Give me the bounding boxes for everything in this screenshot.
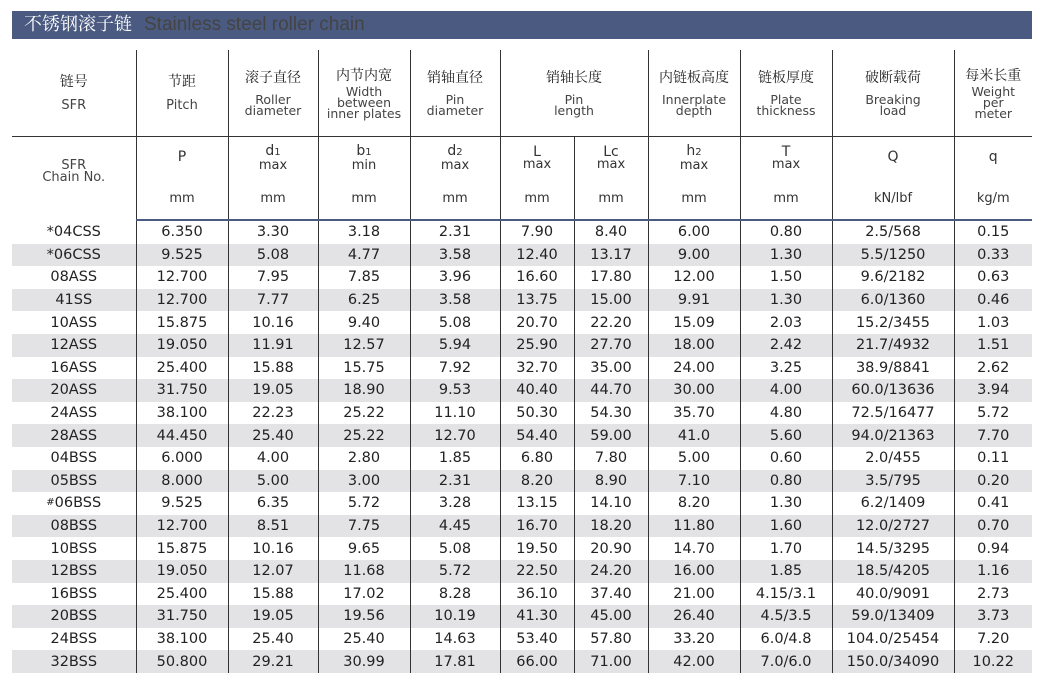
title-zh: 不锈钢滚子链 [24,14,132,35]
header-weight: 每米长重 Weight per meter [965,67,1022,121]
cell-Lc: 13.17 [574,244,648,267]
cell-L: 12.40 [500,244,574,267]
cell-h2: 5.00 [648,447,740,470]
cell-b1: 18.90 [318,379,410,402]
cell-Q: 2.5/568 [832,220,954,244]
cell-L: 13.75 [500,289,574,312]
cell-L: 6.80 [500,447,574,470]
cell-L: 13.15 [500,492,574,515]
table-row [12,492,1032,515]
cell-p: 6.350 [136,220,228,244]
cell-no: 05BSS [12,470,136,493]
cell-no: 08ASS [12,266,136,289]
cell-d1: 5.08 [228,244,318,267]
header-row-symbols [12,137,1032,178]
cell-d2: 3.96 [410,266,500,289]
cell-b1: 2.80 [318,447,410,470]
cell-q: 0.70 [954,515,1032,538]
cell-d1: 15.88 [228,357,318,380]
cell-Lc: 15.00 [574,289,648,312]
cell-q: 1.16 [954,560,1032,583]
cell-T: 1.30 [740,289,832,312]
cell-T: 0.80 [740,220,832,244]
cell-h2: 14.70 [648,537,740,560]
sym-pin-diameter: d2 max [410,137,500,178]
cell-q: 0.33 [954,244,1032,267]
cell-L: 32.70 [500,357,574,380]
cell-T: 3.25 [740,357,832,380]
unit-pin-diameter: mm [410,177,500,220]
cell-Q: 38.9/8841 [832,357,954,380]
cell-p: 25.400 [136,583,228,606]
cell-d2: 5.08 [410,537,500,560]
header-plate-thickness: 链板厚度 Plate thickness [740,50,832,137]
unit-pitch: mm [136,177,228,220]
cell-b1: 9.65 [318,537,410,560]
cell-d2: 5.94 [410,334,500,357]
title-en: Stainless steel roller chain [144,14,365,35]
cell-h2: 15.09 [648,311,740,334]
unit-roller-diameter: mm [228,177,318,220]
unit-pin-length-L: mm [500,177,574,220]
cell-L: 19.50 [500,537,574,560]
cell-d1: 25.40 [228,628,318,651]
header-row-names [12,50,1032,137]
cell-no: 08BSS [12,515,136,538]
cell-Lc: 20.90 [574,537,648,560]
cell-no: 41SS [12,289,136,312]
cell-p: 15.875 [136,311,228,334]
cell-L: 66.00 [500,650,574,673]
sym-plate-height: h2 max [648,137,740,178]
cell-no: 20ASS [12,379,136,402]
cell-q: 7.70 [954,424,1032,447]
cell-b1: 5.72 [318,492,410,515]
cell-Q: 12.0/2727 [832,515,954,538]
cell-d2: 11.10 [410,402,500,425]
sym-pitch: P [136,137,228,178]
cell-d2: 9.53 [410,379,500,402]
cell-L: 53.40 [500,628,574,651]
cell-d2: 2.31 [410,220,500,244]
cell-h2: 33.20 [648,628,740,651]
cell-T: 1.60 [740,515,832,538]
cell-q: 0.94 [977,540,1010,557]
cell-q: 7.20 [977,630,1010,647]
cell-no: 16ASS [12,357,136,380]
cell-d1: 19.05 [228,605,318,628]
sym-pin-length-L: L max [500,137,574,178]
header-inner-width: 内节内宽 Width between inner plates [318,50,410,137]
cell-q: 10.22 [954,650,1032,673]
cell-d1: 5.00 [228,470,318,493]
cell-d2: 3.58 [410,289,500,312]
cell-b1: 19.56 [318,605,410,628]
sym-plate-thickness: T max [740,137,832,178]
cell-Lc: 27.70 [574,334,648,357]
cell-T: 4.5/3.5 [740,605,832,628]
cell-T: 1.70 [740,537,832,560]
cell-q: 1.03 [977,314,1010,331]
cell-Lc: 7.80 [574,447,648,470]
header-roller-diameter: 滚子直径 Roller diameter [228,50,318,137]
cell-T: 1.50 [740,266,832,289]
cell-Q: 18.5/4205 [832,560,954,583]
cell-no: 24BSS [12,628,136,651]
cell-d1: 22.23 [228,402,318,425]
cell-Lc: 24.20 [574,560,648,583]
cell-d2: 3.58 [410,244,500,267]
cell-h2: 9.00 [648,244,740,267]
cell-d2: 7.92 [410,357,500,380]
cell-Lc: 8.40 [574,220,648,244]
cell-T: 0.60 [740,447,832,470]
cell-b1: 6.25 [318,289,410,312]
cell-p: 12.700 [136,515,228,538]
cell-Q: 3.5/795 [832,470,954,493]
cell-d2: 12.70 [410,424,500,447]
cell-q: 0.41 [977,495,1010,512]
unit-weight: kg/m [954,177,1032,220]
unit-plate-height: mm [648,177,740,220]
header-breaking-load: 破断载荷 Breaking load [832,50,954,137]
cell-h2: 6.00 [648,220,740,244]
cell-no: 12BSS [12,560,136,583]
cell-L: 41.30 [500,605,574,628]
cell-p: 38.100 [136,628,228,651]
sym-inner-width: b1 min [318,137,410,178]
cell-p: 8.000 [136,470,228,493]
cell-Q: 14.5/3295 [832,537,954,560]
table-row [12,220,1032,244]
table-row [12,470,1032,493]
table-row [12,447,1032,470]
cell-no: 32BSS [12,650,136,673]
table-row [12,289,1032,312]
cell-p: 12.700 [136,266,228,289]
cell-d1: 10.16 [228,311,318,334]
cell-d1: 15.88 [228,583,318,606]
cell-b1: 4.77 [318,244,410,267]
cell-L: 16.70 [500,515,574,538]
cell-q: 0.20 [954,470,1032,493]
cell-L: 22.50 [500,560,574,583]
cell-d1: 7.77 [228,289,318,312]
cell-Lc: 57.80 [574,628,648,651]
cell-d1: 29.21 [228,650,318,673]
cell-Q: 72.5/16477 [832,402,954,425]
cell-q: 0.46 [954,289,1032,312]
cell-b1: 25.40 [318,628,410,651]
cell-L: 7.90 [500,220,574,244]
cell-Lc: 18.20 [574,515,648,538]
sym-pin-length-Lc: Lc max [574,137,648,178]
cell-h2: 18.00 [648,334,740,357]
cell-d2: 14.63 [410,628,500,651]
table-row [12,515,1032,538]
cell-Q: 2.0/455 [832,447,954,470]
cell-no: #06BSS [12,492,136,515]
cell-q: 3.94 [954,379,1032,402]
cell-p: 25.400 [136,357,228,380]
table-row [12,379,1032,402]
cell-b1: 9.40 [318,311,410,334]
header-chain-no-sub: SFR Chain No. [12,137,136,221]
cell-p: 31.750 [136,379,228,402]
cell-d2: 5.08 [410,311,500,334]
cell-T: 6.0/4.8 [740,628,832,651]
cell-d2: 10.19 [410,605,500,628]
cell-T: 7.0/6.0 [740,650,832,673]
cell-no: *06CSS [12,244,136,267]
cell-Lc: 14.10 [574,492,648,515]
cell-h2: 26.40 [648,605,740,628]
cell-d2: 17.81 [410,650,500,673]
cell-d1: 19.05 [228,379,318,402]
cell-b1: 11.68 [318,560,410,583]
cell-h2: 11.80 [648,515,740,538]
cell-d2: 4.45 [410,515,500,538]
sym-roller-diameter: d1 max [228,137,318,178]
cell-p: 50.800 [136,650,228,673]
cell-Lc: 37.40 [574,583,648,606]
cell-d2: 1.85 [410,447,500,470]
cell-L: 16.60 [500,266,574,289]
cell-p: 38.100 [136,402,228,425]
cell-Q: 60.0/13636 [832,379,954,402]
table-row [12,605,1032,628]
cell-Lc: 17.80 [574,266,648,289]
header-pin-diameter: 销轴直径 Pin diameter [410,50,500,137]
cell-p: 9.525 [136,492,228,515]
cell-Q: 40.0/9091 [832,583,954,606]
cell-d1: 7.95 [228,266,318,289]
cell-q: 1.51 [954,334,1032,357]
cell-Q: 15.2/3455 [832,311,954,334]
cell-T: 1.30 [740,244,832,267]
cell-Q: 150.0/34090 [832,650,954,673]
cell-Q: 59.0/13409 [832,605,954,628]
cell-h2: 9.91 [648,289,740,312]
sym-breaking-load: Q [832,137,954,178]
cell-d2: 2.31 [410,470,500,493]
cell-no: *04CSS [12,220,136,244]
cell-Lc: 54.30 [574,402,648,425]
cell-h2: 16.00 [648,560,740,583]
cell-L: 54.40 [500,424,574,447]
cell-d2: 5.72 [410,560,500,583]
cell-L: 20.70 [500,311,574,334]
cell-p: 31.750 [136,605,228,628]
cell-Q: 6.0/1360 [832,289,954,312]
cell-T: 4.80 [740,402,832,425]
cell-b1: 7.75 [318,515,410,538]
cell-b1: 30.99 [318,650,410,673]
cell-h2: 8.20 [648,492,740,515]
cell-p: 19.050 [136,334,228,357]
cell-d1: 10.16 [228,537,318,560]
cell-Lc: 71.00 [574,650,648,673]
cell-Lc: 59.00 [574,424,648,447]
cell-no: 10BSS [12,537,136,560]
cell-Q: 9.6/2182 [832,266,954,289]
table-row [12,357,1032,380]
cell-Q: 104.0/25454 [832,628,954,651]
cell-b1: 3.00 [318,470,410,493]
cell-Lc: 44.70 [574,379,648,402]
cell-d1: 3.30 [228,220,318,244]
cell-no: 04BSS [12,447,136,470]
cell-b1: 12.57 [318,334,410,357]
cell-p: 15.875 [136,537,228,560]
cell-d1: 8.51 [228,515,318,538]
cell-Lc: 22.20 [574,311,648,334]
cell-b1: 3.18 [318,220,410,244]
cell-Q: 21.7/4932 [832,334,954,357]
cell-T: 4.15/3.1 [740,583,832,606]
cell-b1: 25.22 [318,402,410,425]
table-row [12,650,1032,673]
cell-L: 40.40 [500,379,574,402]
cell-q: 3.73 [954,605,1032,628]
cell-T: 1.30 [740,492,832,515]
table-row [12,266,1032,289]
table-row [12,628,1032,651]
cell-Q: 6.2/1409 [832,492,954,515]
cell-p: 9.525 [136,244,228,267]
cell-q: 0.15 [977,224,1010,241]
cell-T: 5.60 [740,424,832,447]
cell-h2: 35.70 [648,402,740,425]
cell-h2: 42.00 [648,650,740,673]
cell-no: 10ASS [12,311,136,334]
table-row [12,560,1032,583]
cell-b1: 25.22 [318,424,410,447]
cell-h2: 41.0 [648,424,740,447]
cell-d2: 8.28 [410,583,500,606]
table-body [12,220,1032,673]
cell-T: 0.80 [740,470,832,493]
cell-L: 50.30 [500,402,574,425]
unit-pin-length-Lc: mm [574,177,648,220]
cell-no: 24ASS [12,402,136,425]
cell-T: 4.00 [740,379,832,402]
table-title-bar [12,11,1032,39]
table-row [12,334,1032,357]
header-row-units [12,177,1032,220]
cell-T: 2.42 [740,334,832,357]
cell-d1: 11.91 [228,334,318,357]
cell-Lc: 8.90 [574,470,648,493]
cell-h2: 7.10 [648,470,740,493]
cell-d1: 12.07 [228,560,318,583]
cell-no: 12ASS [12,334,136,357]
cell-L: 25.90 [500,334,574,357]
header-plate-height: 内链板高度 Innerplate depth [648,50,740,137]
table-row [12,424,1032,447]
header-pin-length: 销轴长度 Pin length [500,50,648,137]
cell-q: 2.73 [977,585,1010,602]
cell-q: 0.11 [977,450,1010,467]
cell-d1: 6.35 [228,492,318,515]
cell-q: 0.63 [977,269,1010,286]
cell-T: 2.03 [740,311,832,334]
table-row [12,244,1032,267]
header-chain-no: 链号 SFR [12,50,136,137]
cell-h2: 30.00 [648,379,740,402]
cell-b1: 15.75 [318,357,410,380]
cell-Q: 5.5/1250 [832,244,954,267]
table-row [12,402,1032,425]
unit-breaking-load: kN/lbf [832,177,954,220]
table-row [12,537,1032,560]
cell-d1: 4.00 [228,447,318,470]
header-pitch: 节距 Pitch [136,50,228,137]
cell-Lc: 35.00 [574,357,648,380]
cell-h2: 12.00 [648,266,740,289]
table-row [12,311,1032,334]
cell-no: 20BSS [12,605,136,628]
cell-d1: 25.40 [228,424,318,447]
cell-h2: 21.00 [648,583,740,606]
cell-Lc: 45.00 [574,605,648,628]
cell-d2: 3.28 [410,492,500,515]
cell-p: 44.450 [136,424,228,447]
unit-plate-thickness: mm [740,177,832,220]
unit-inner-width: mm [318,177,410,220]
cell-L: 8.20 [500,470,574,493]
chain-spec-table [12,50,1032,673]
cell-T: 1.85 [740,560,832,583]
cell-p: 12.700 [136,289,228,312]
cell-p: 19.050 [136,560,228,583]
cell-p: 6.000 [136,447,228,470]
table-row [12,583,1032,606]
cell-no: 28ASS [12,424,136,447]
cell-b1: 7.85 [318,266,410,289]
cell-h2: 24.00 [648,357,740,380]
cell-q: 2.62 [977,359,1010,376]
cell-Q: 94.0/21363 [832,424,954,447]
cell-no: 16BSS [12,583,136,606]
cell-L: 36.10 [500,583,574,606]
cell-b1: 17.02 [318,583,410,606]
cell-q: 5.72 [977,405,1010,422]
sym-weight: q [954,137,1032,178]
